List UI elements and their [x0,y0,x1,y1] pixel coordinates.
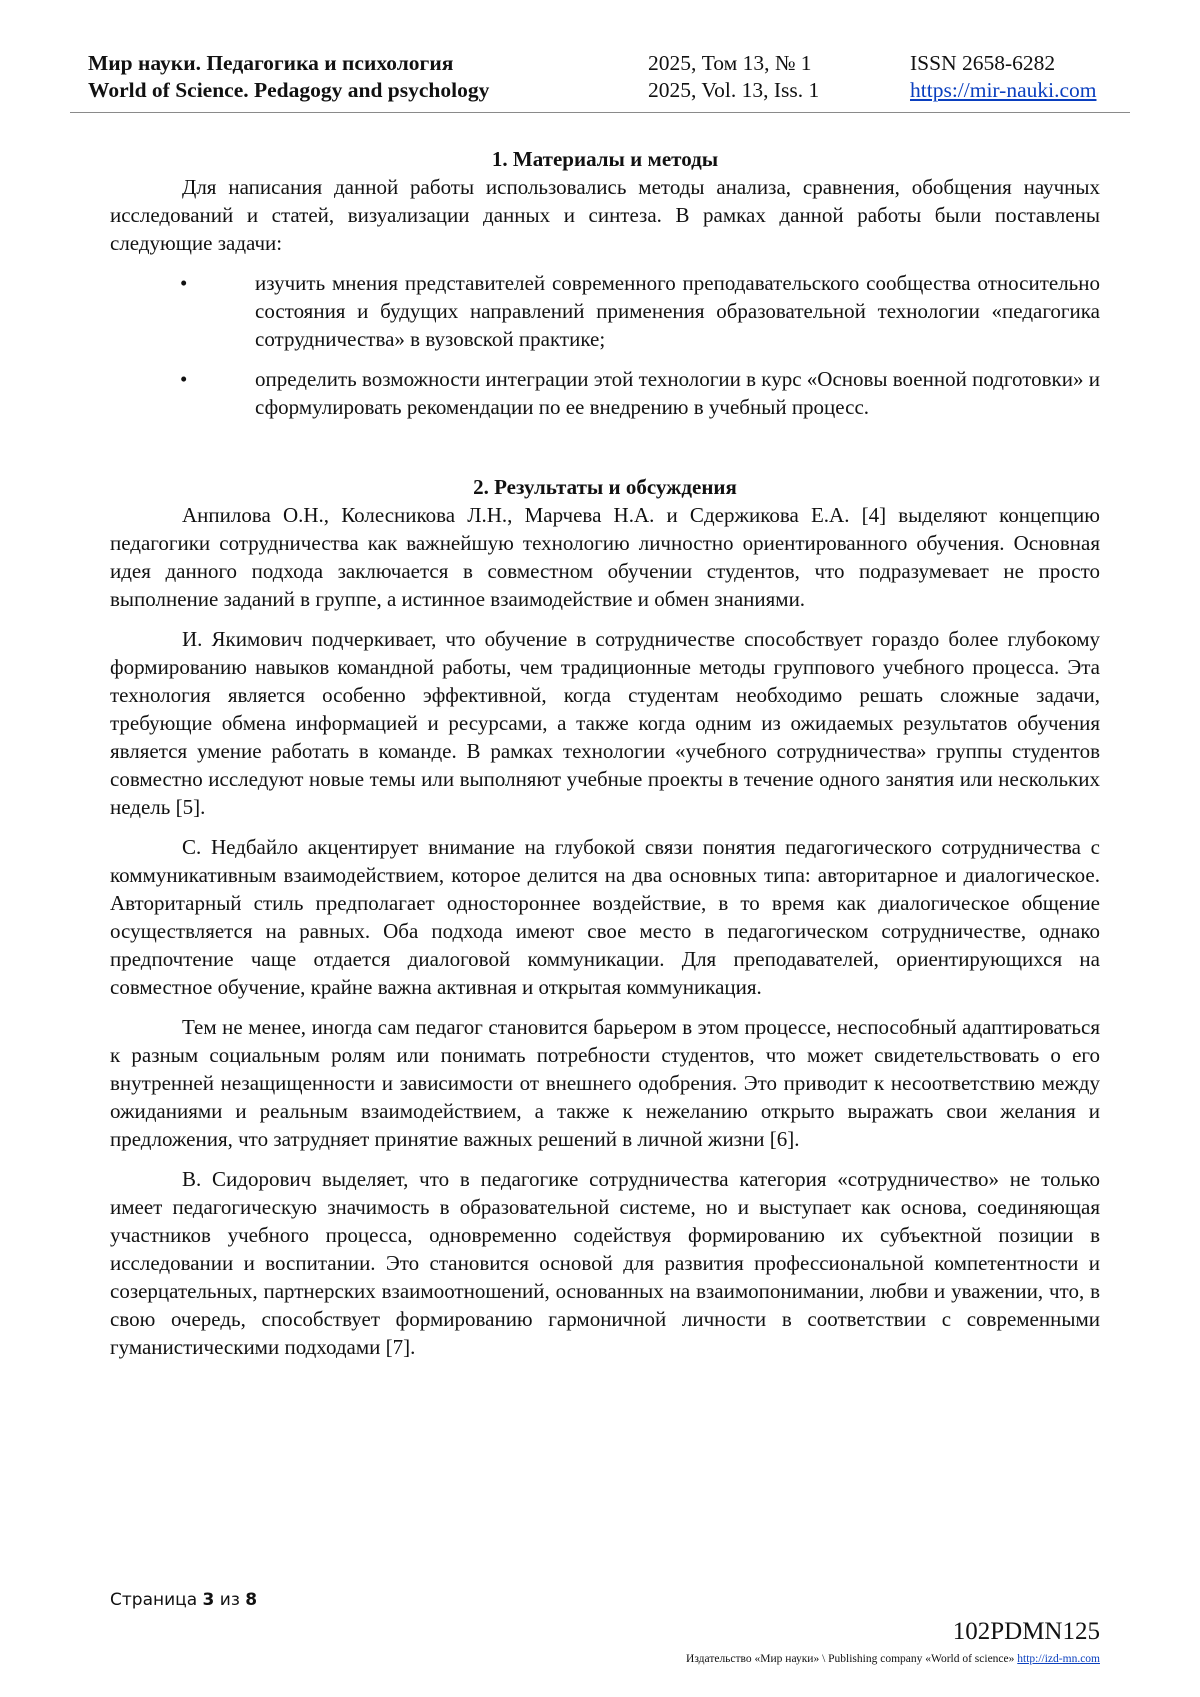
page-number [110,1590,257,1610]
publisher-line [686,1653,1100,1665]
tasks-list [110,269,1100,421]
paragraph: Тем не менее, иногда сам педагог становится барьером в этом процессе, неспособный адаптироваться к разным социальным ролям или понимать потребности студентов, что может свидетельствовать о его внутренней незащищенности и зависимости от внешнего одобрения. Это приводит к несоответствию между ожиданиями и реальным взаимодействием, а также к нежеланию открыто выражать свои желания и предложения, что затрудняет принятие важных решений в личной жизни [6]. [110,1015,1100,1151]
issue-block [648,50,819,104]
publisher-link[interactable]: http://izd-mn.com [1017,1653,1100,1665]
bullet-icon: • [180,367,188,391]
article-code: 102PDMN125 [952,1618,1100,1645]
section-1-intro: Для написания данной работы использовались методы анализа, сравнения, обобщения научных исследований и статей, визуализации данных и синтеза. В рамках данной работы были поставлены следующие задачи: [110,175,1100,255]
task-text: изучить мнения представителей современного преподавательского сообщества относительно состояния и будущих направлений применения образовательной технологии «педагогика сотрудничества» в вузовской практике; [255,271,1100,351]
paragraph: В. Сидорович выделяет, что в педагогике сотрудничества категория «сотрудничество» не только имеет педагогическую значимость в образовательной системе, но и выступает как основа, соединяющая участников учебного процесса, одновременно содействуя формированию их субъектной позиции в исследовании и воспитании. Это становится основой для развития профессиональной компетентности и созерцательных, партнерских взаимоотношений, основанных на взаимопонимании, любви и уважении, что, в свою очередь, способствует формированию гармоничной личности в соответствии с современными гуманистическими подходами [7]. [110,1167,1100,1359]
page-word: Страница [110,1590,198,1610]
list-item [110,365,1100,421]
paragraph: Анпилова О.Н., Колесникова Л.Н., Марчева Н.А. и Сдержикова Е.А. [4] выделяют концепцию педагогики сотрудничества как важнейшую технологию личностно ориентированного обучения. Основная идея данного подхода заключается в совместном обучении студентов, что подразумевает не просто выполнение заданий в группе, а истинное взаимодействие и обмен знаниями. [110,503,1100,611]
journal-title-en: World of Science. Pedagogy and psychology [88,78,490,102]
issue-en: 2025, Vol. 13, Iss. 1 [648,78,820,102]
issn: ISSN 2658-6282 [910,51,1056,75]
journal-header [88,50,1118,113]
bullet-icon: • [180,271,188,295]
section-2-heading: 2. Результаты и обсуждения [473,475,737,499]
section-1-heading: 1. Материалы и методы [491,147,719,171]
journal-title-block [88,50,489,104]
journal-title-ru: Мир науки. Педагогика и психология [88,51,454,75]
list-item [110,269,1100,353]
page-of: из [219,1590,240,1610]
publisher-name: Издательство «Мир науки» \ Publishing company «World of science» [686,1653,1015,1665]
journal-url-link[interactable]: https://mir-nauki.com [910,78,1097,102]
page-total: 8 [245,1590,258,1610]
issue-ru: 2025, Том 13, № 1 [648,51,812,75]
task-text: определить возможности интеграции этой технологии в курс «Основы военной подготовки» и сформулировать рекомендации по ее внедрению в учебный процесс. [255,367,1100,419]
header-divider [70,112,1130,113]
paragraph: С. Недбайло акцентирует внимание на глубокой связи понятия педагогического сотрудничества с коммуникативным взаимодействием, которое делится на два основных типа: авторитарное и диалогическое. Авторитарный стиль предполагает одностороннее воздействие, в то время как диалогическое общение осуществляется на равных. Оба подхода имеют свое место в педагогическом сотрудничестве, однако предпочтение чаще отдается диалоговой коммуникации. Для преподавателей, ориентирующихся на совместное обучение, крайне важна активная и открытая коммуникация. [110,835,1100,999]
paragraph: И. Якимович подчеркивает, что обучение в сотрудничестве способствует гораздо более глубокому формированию навыков командной работы, чем традиционные методы группового учебного процесса. Эта технология является особенно эффективной, когда студентам необходимо решать сложные задачи, требующие обмена информацией и ресурсами, а также когда одним из ожидаемых результатов обучения является умение работать в команде. В рамках технологии «учебного сотрудничества» группы студентов совместно исследуют новые темы или выполняют учебные проекты в течение одного занятия или нескольких недель [5]. [110,627,1100,819]
page-current: 3 [202,1590,215,1610]
issn-block [910,50,1096,104]
article-body [110,145,1100,1361]
